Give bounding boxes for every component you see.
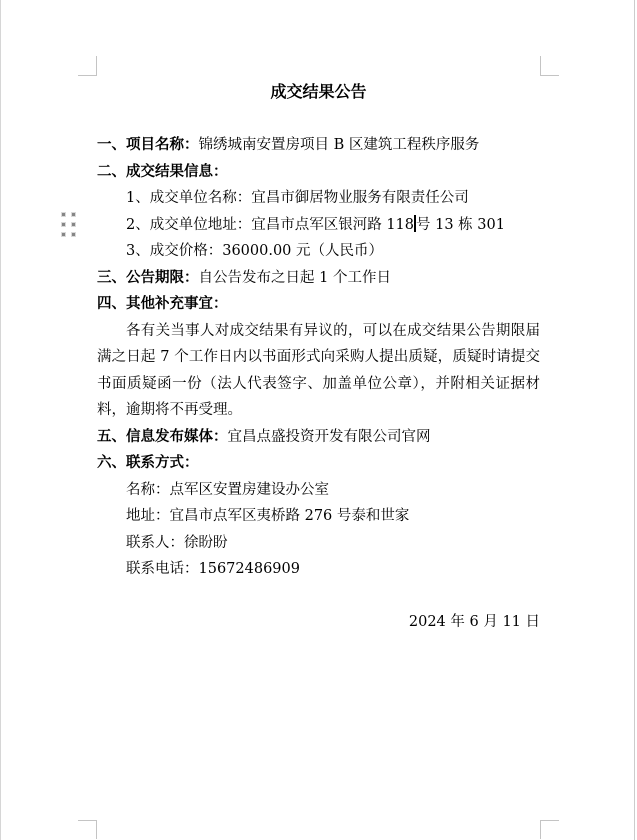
contact-name-line[interactable]: 名称：点军区安置房建设办公室	[126, 481, 329, 498]
section-3-label: 三、公告期限：	[97, 268, 199, 286]
document-date[interactable]: 2024 年 6 月 11 日	[408, 614, 540, 630]
section-5-text: 宜昌点盛投资开发有限公司官网	[227, 428, 431, 445]
result-item-3-line[interactable]: 3、成交价格：36000.00 元（人民币）	[126, 243, 384, 259]
section-6-heading-line[interactable]	[97, 450, 540, 477]
contact-address-line[interactable]: 地址：宜昌市点军区夷桥路 276 号泰和世家	[126, 508, 410, 524]
section-5-label: 五、信息发布媒体：	[97, 427, 228, 445]
crop-mark-top-right-horizontal	[540, 75, 559, 76]
section-4-heading-line[interactable]	[97, 291, 540, 318]
crop-mark-top-left-vertical	[96, 56, 97, 75]
contact-person-line[interactable]: 联系人：徐盼盼	[126, 534, 228, 551]
crop-mark-top-left-horizontal	[78, 75, 97, 76]
drag-handle-dot	[62, 223, 65, 226]
page-left-edge	[0, 0, 1, 840]
result-item-1-line[interactable]: 1、成交单位名称：宜昌市御居物业服务有限责任公司	[126, 190, 469, 206]
six-dot-drag-handle-icon[interactable]	[62, 213, 75, 236]
result-item-2-after-caret: 号 13 栋 301	[416, 216, 505, 233]
result-item-2-line[interactable]	[97, 212, 540, 239]
section-1-text: 锦绣城南安置房项目 B 区建筑工程秩序服务	[198, 137, 480, 153]
section-3-text: 自公告发布之日起 1 个工作日	[198, 269, 391, 286]
blank-line[interactable]	[97, 583, 540, 610]
drag-handle-dot	[62, 213, 65, 216]
crop-mark-bottom-right-horizontal	[540, 820, 559, 821]
document-text-area	[97, 79, 540, 636]
crop-mark-bottom-left-vertical	[96, 820, 97, 839]
result-item-2-before-caret: 2、成交单位地址：宜昌市点军区银河路 118	[126, 216, 415, 233]
crop-mark-bottom-right-vertical	[540, 820, 541, 839]
section-5-media-line[interactable]	[97, 424, 540, 451]
contact-phone-line[interactable]: 联系电话：15672486909	[126, 561, 300, 577]
blank-line[interactable]	[97, 106, 540, 133]
section-1-project-name-line[interactable]	[97, 132, 540, 159]
section-4-label: 四、其他补充事宜：	[97, 295, 228, 312]
drag-handle-dot	[72, 213, 75, 216]
crop-mark-top-right-vertical	[540, 56, 541, 75]
section-3-deadline-line[interactable]	[97, 265, 540, 292]
drag-handle-dot	[62, 233, 65, 236]
page-right-edge	[634, 0, 635, 840]
drag-handle-dot	[72, 233, 75, 236]
section-4-paragraph[interactable]: 各有关当事人对成交结果有异议的，可以在成交结果公告期限届满之日起 7 个工作日内以书面形式向采购人提出质疑，质疑时请提交书面质疑函一份（法人代表签字、加盖单位公章），并附相关证据材料，逾期将不再受理。	[97, 322, 540, 418]
section-2-heading-line[interactable]	[97, 159, 540, 186]
section-2-label: 二、成交结果信息：	[97, 162, 228, 180]
section-1-label: 一、项目名称：	[97, 136, 199, 153]
drag-handle-dot	[72, 223, 75, 226]
section-6-label: 六、联系方式：	[97, 454, 199, 471]
document-title[interactable]: 成交结果公告	[270, 82, 367, 101]
crop-mark-bottom-left-horizontal	[78, 820, 97, 821]
